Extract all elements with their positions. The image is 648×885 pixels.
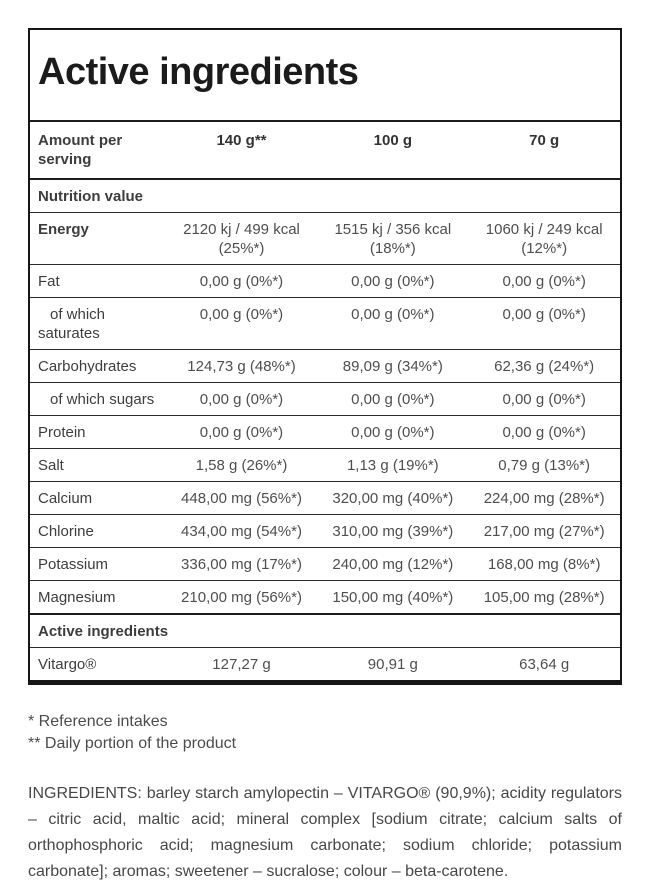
row-value-col1: 448,00 mg (56%*) [181,489,302,507]
row-value-col1: 0,00 g (0%*) [199,390,284,408]
row-label: of which sugars [50,390,155,408]
row-label: Chlorine [38,522,94,540]
row-value-col2: 0,00 g (0%*) [351,305,435,323]
row-value-col2: 89,09 g (34%*) [342,357,443,375]
row-value-col2: 0,00 g (0%*) [351,272,435,290]
row-value-col3: 1060 kj / 249 kcal (12%*) [485,220,603,257]
table-row [30,212,620,264]
table-row [30,297,620,349]
ingredients-text: INGREDIENTS: barley starch amylopectin – VITARGO® (90,9%); acidity regulators – citric acid, maltic acid; mineral complex [sodium citrate; calcium salts of orthophosphoric acid; magnesium carbonate; sodium chloride; potassium carbonate]; aromas; sweetener – sucralose; colour – beta-carotene. [28,784,622,880]
row-value-col3: 63,64 g [519,655,570,673]
section-header-label: Active ingredients [38,622,169,640]
row-value-col2: 240,00 mg (12%*) [332,555,454,573]
row-value-col1: 2120 kj / 499 kcal (25%*) [183,220,300,257]
row-value-col3: 224,00 mg (28%*) [483,489,605,507]
nutrition-table [28,28,622,685]
row-label: Energy [38,220,89,238]
footnote-reference-intakes: * Reference intakes [28,712,168,730]
row-value-col3: 105,00 mg (28%*) [483,588,605,606]
row-value-col3: 0,00 g (0%*) [502,423,586,441]
row-value-col3: 0,00 g (0%*) [502,272,586,290]
row-value-col2: 320,00 mg (40%*) [332,489,454,507]
table-row [30,382,620,415]
header-col-140g: 140 g** [216,131,267,149]
row-value-col2: 0,00 g (0%*) [351,423,435,441]
footnotes [28,711,622,755]
row-value-col3: 217,00 mg (27%*) [483,522,605,540]
row-value-col1: 1,58 g (26%*) [195,456,288,474]
table-row [30,647,620,680]
header-amount-label: Amount per serving [38,131,123,168]
row-label: Salt [38,456,64,474]
row-value-col3: 62,36 g (24%*) [494,357,595,375]
row-label: Potassium [38,555,109,573]
row-value-col2: 1,13 g (19%*) [346,456,439,474]
header-col-70g: 70 g [529,131,560,149]
row-value-col2: 1515 kj / 356 kcal (18%*) [334,220,452,257]
table-row [30,349,620,382]
row-label: Protein [38,423,86,441]
footnote-daily-portion: ** Daily portion of the product [28,734,237,752]
row-label: Magnesium [38,588,116,606]
row-value-col2: 90,91 g [367,655,418,673]
section-header-label: Nutrition value [38,187,144,205]
row-value-col1: 336,00 mg (17%*) [181,555,302,573]
table-row [30,580,620,613]
row-value-col1: 124,73 g (48%*) [187,357,296,375]
table-title: Active ingredients [38,51,359,93]
row-label: Carbohydrates [38,357,137,375]
table-row [30,481,620,514]
row-value-col1: 127,27 g [212,655,271,673]
section-header-row [30,613,620,647]
section-header-row [30,178,620,212]
table-row [30,514,620,547]
row-value-col2: 0,00 g (0%*) [351,390,435,408]
row-value-col2: 310,00 mg (39%*) [332,522,454,540]
row-value-col1: 210,00 mg (56%*) [181,588,302,606]
row-value-col3: 168,00 mg (8%*) [487,555,601,573]
row-value-col3: 0,00 g (0%*) [502,390,586,408]
row-value-col1: 0,00 g (0%*) [199,423,284,441]
table-row [30,448,620,481]
row-value-col2: 150,00 mg (40%*) [332,588,454,606]
row-value-col1: 0,00 g (0%*) [199,272,284,290]
header-col-100g: 100 g [373,131,412,149]
row-label: Calcium [38,489,93,507]
row-label: Fat [38,272,60,290]
table-row [30,415,620,448]
table-rows [30,178,620,680]
table-row [30,547,620,580]
row-value-col3: 0,79 g (13%*) [498,456,591,474]
table-title-row [30,30,620,120]
row-label: Vitargo® [38,655,97,673]
row-value-col1: 434,00 mg (54%*) [181,522,302,540]
row-value-col3: 0,00 g (0%*) [502,305,586,323]
table-header-row [30,120,620,178]
table-row [30,264,620,297]
row-value-col1: 0,00 g (0%*) [199,305,284,323]
row-label: of which saturates [38,305,106,342]
